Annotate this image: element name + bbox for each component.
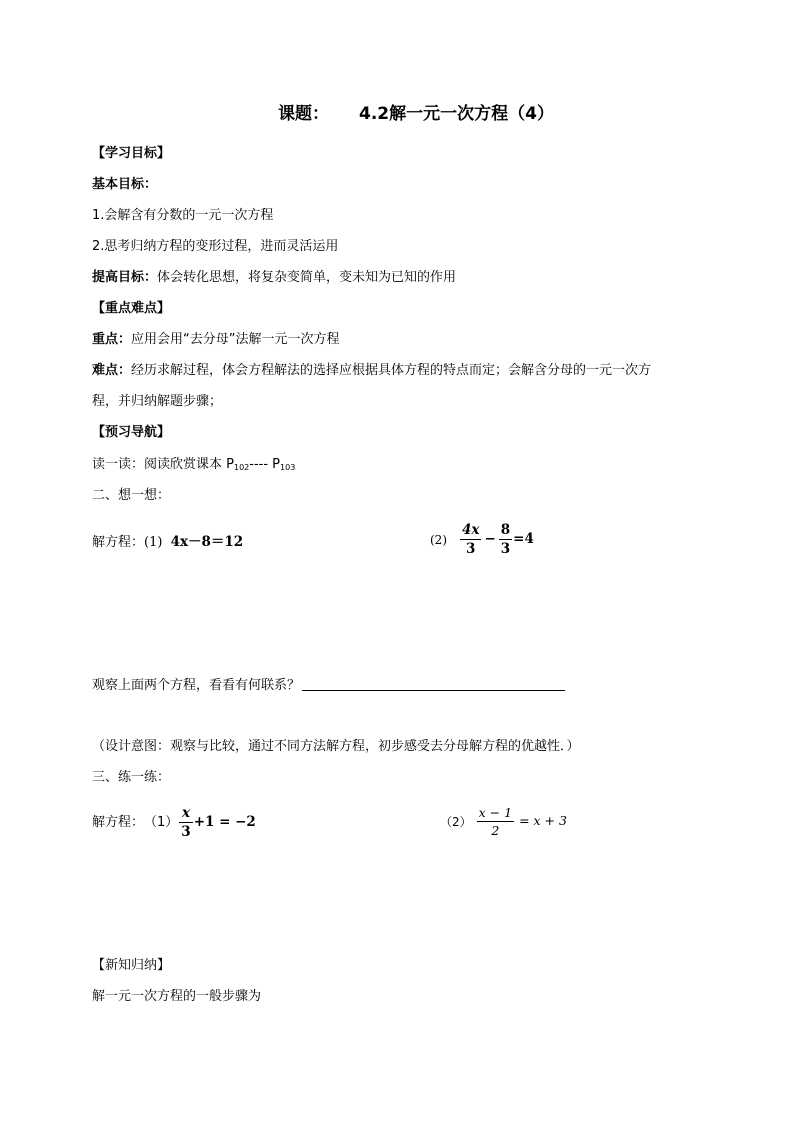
q2-rhs: =4 <box>513 530 534 547</box>
goal-item-2: 2.思考归纳方程的变形过程，进而灵活运用 <box>92 239 339 254</box>
q1-number: (1) <box>144 535 163 550</box>
difficulty-label: 难点： <box>92 363 132 378</box>
q2-fraction-1 <box>460 523 481 556</box>
p1-fraction-denominator: 3 <box>181 824 191 841</box>
goal-item-1: 1.会解含有分数的一元一次方程 <box>92 208 274 223</box>
p1-fraction-bar <box>179 822 192 823</box>
observe-line <box>92 677 565 692</box>
q2-fraction-1-bar <box>460 539 481 540</box>
q2-fraction-1-denominator: 3 <box>466 541 476 558</box>
read-page-start: 102 <box>233 463 250 472</box>
q2-fraction-2-bar <box>499 539 512 540</box>
practice-label: 三、练一练： <box>92 770 171 785</box>
q2-fraction-2-numerator: 8 <box>500 522 511 538</box>
practice-equation-2 <box>440 806 567 837</box>
solve-label-1: 解方程： <box>92 535 145 550</box>
p2-number: （2） <box>440 814 472 829</box>
q2-minus: − <box>484 530 496 547</box>
title-text: 4.2解一元一次方程（4） <box>359 104 554 124</box>
q2-fraction-1-numerator: 4x <box>462 522 480 538</box>
solve-label-2: 解方程： <box>92 815 145 831</box>
page-title <box>278 106 554 123</box>
difficulty-text-1: 经历求解过程，体会方程解法的选择应根据具体方程的特点而定；会解含分母的一元一次方 <box>131 363 652 378</box>
summary-text: 解一元一次方程的一般步骤为 <box>92 989 262 1004</box>
observe-text: 观察上面两个方程，看看有何联系？ <box>92 678 301 693</box>
p2-rest: = x + 3 <box>519 813 567 829</box>
p2-fraction-denominator: 2 <box>491 823 500 839</box>
advanced-goal-label: 提高目标： <box>92 270 158 285</box>
preview-header: 【预习导航】 <box>92 425 171 440</box>
read-line <box>92 458 295 472</box>
focus-label: 重点： <box>92 332 132 347</box>
read-page-end: 103 <box>280 463 296 472</box>
basic-goal-label: 基本目标： <box>92 177 158 192</box>
difficulty-line-1 <box>92 364 651 377</box>
p1-fraction <box>179 806 192 839</box>
summary-header: 【新知归纳】 <box>92 958 171 973</box>
p1-fraction-numerator: x <box>181 805 191 821</box>
think-label: 二、想一想： <box>92 488 171 503</box>
focus-text: 应用会用“去分母”法解一元一次方程 <box>131 332 340 347</box>
key-header: 【重点难点】 <box>92 301 171 316</box>
focus-line <box>92 333 340 346</box>
answer-blank[interactable] <box>302 677 565 691</box>
think-equation-2 <box>430 523 534 556</box>
advanced-goal-text: 体会转化思想，将复杂变简单，变未知为已知的作用 <box>157 270 457 285</box>
q2-fraction-2 <box>499 523 512 556</box>
advanced-goal <box>92 271 456 284</box>
practice-equation-1 <box>92 806 256 839</box>
read-mid: ---- P <box>249 457 281 472</box>
q1-equation: 4x－8＝12 <box>170 534 244 550</box>
p1-number: （1） <box>144 815 179 831</box>
q2-fraction-2-denominator: 3 <box>500 541 511 558</box>
p2-fraction-bar <box>477 821 514 822</box>
goals-header: 【学习目标】 <box>92 146 171 161</box>
p2-fraction <box>477 806 514 837</box>
p1-rest: +1 = −2 <box>193 813 256 830</box>
q2-number: (2) <box>430 532 447 547</box>
title-prefix: 课题： <box>278 104 329 124</box>
design-intent: （设计意图：观察与比较，通过不同方法解方程，初步感受去分母解方程的优越性．） <box>92 739 580 754</box>
difficulty-line-2: 程，并归纳解题步骤； <box>92 394 223 409</box>
p2-fraction-numerator: x − 1 <box>478 805 513 820</box>
read-prefix: 读一读：阅读欣赏课本 P <box>92 457 234 472</box>
think-equation-1 <box>92 536 243 550</box>
